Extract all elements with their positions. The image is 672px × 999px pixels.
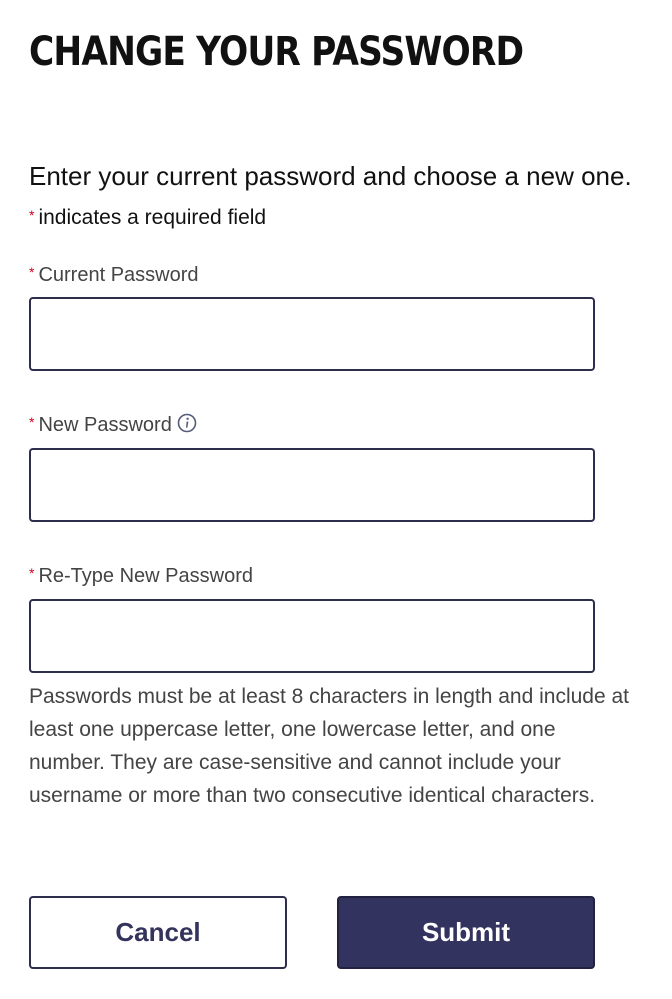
required-marker: *	[29, 414, 35, 430]
new-password-label	[29, 412, 197, 438]
page-title: CHANGE YOUR PASSWORD	[29, 29, 524, 75]
retype-password-label-text: Re-Type New Password	[38, 565, 253, 587]
required-marker: *	[29, 565, 35, 581]
new-password-label-text: New Password	[38, 414, 172, 436]
new-password-input[interactable]	[29, 448, 595, 522]
required-marker: *	[29, 207, 35, 223]
current-password-label-text: Current Password	[38, 264, 199, 286]
required-field-note	[29, 202, 266, 231]
info-circle-icon[interactable]	[177, 413, 197, 433]
intro-text: Enter your current password and choose a new one.	[29, 161, 632, 191]
required-note-text: indicates a required field	[38, 206, 267, 229]
retype-password-input[interactable]	[29, 599, 595, 673]
password-rules-text: Passwords must be at least 8 characters in length and include at least one uppercase letter, one lowercase letter, and one number. They are case-sensitive and cannot include your username or more than two consecutive identical characters.	[29, 685, 629, 807]
required-marker: *	[29, 264, 35, 280]
retype-password-label	[29, 563, 253, 589]
cancel-button[interactable]: Cancel	[29, 896, 287, 969]
current-password-label	[29, 262, 199, 288]
submit-button[interactable]: Submit	[337, 896, 595, 969]
current-password-input[interactable]	[29, 297, 595, 371]
